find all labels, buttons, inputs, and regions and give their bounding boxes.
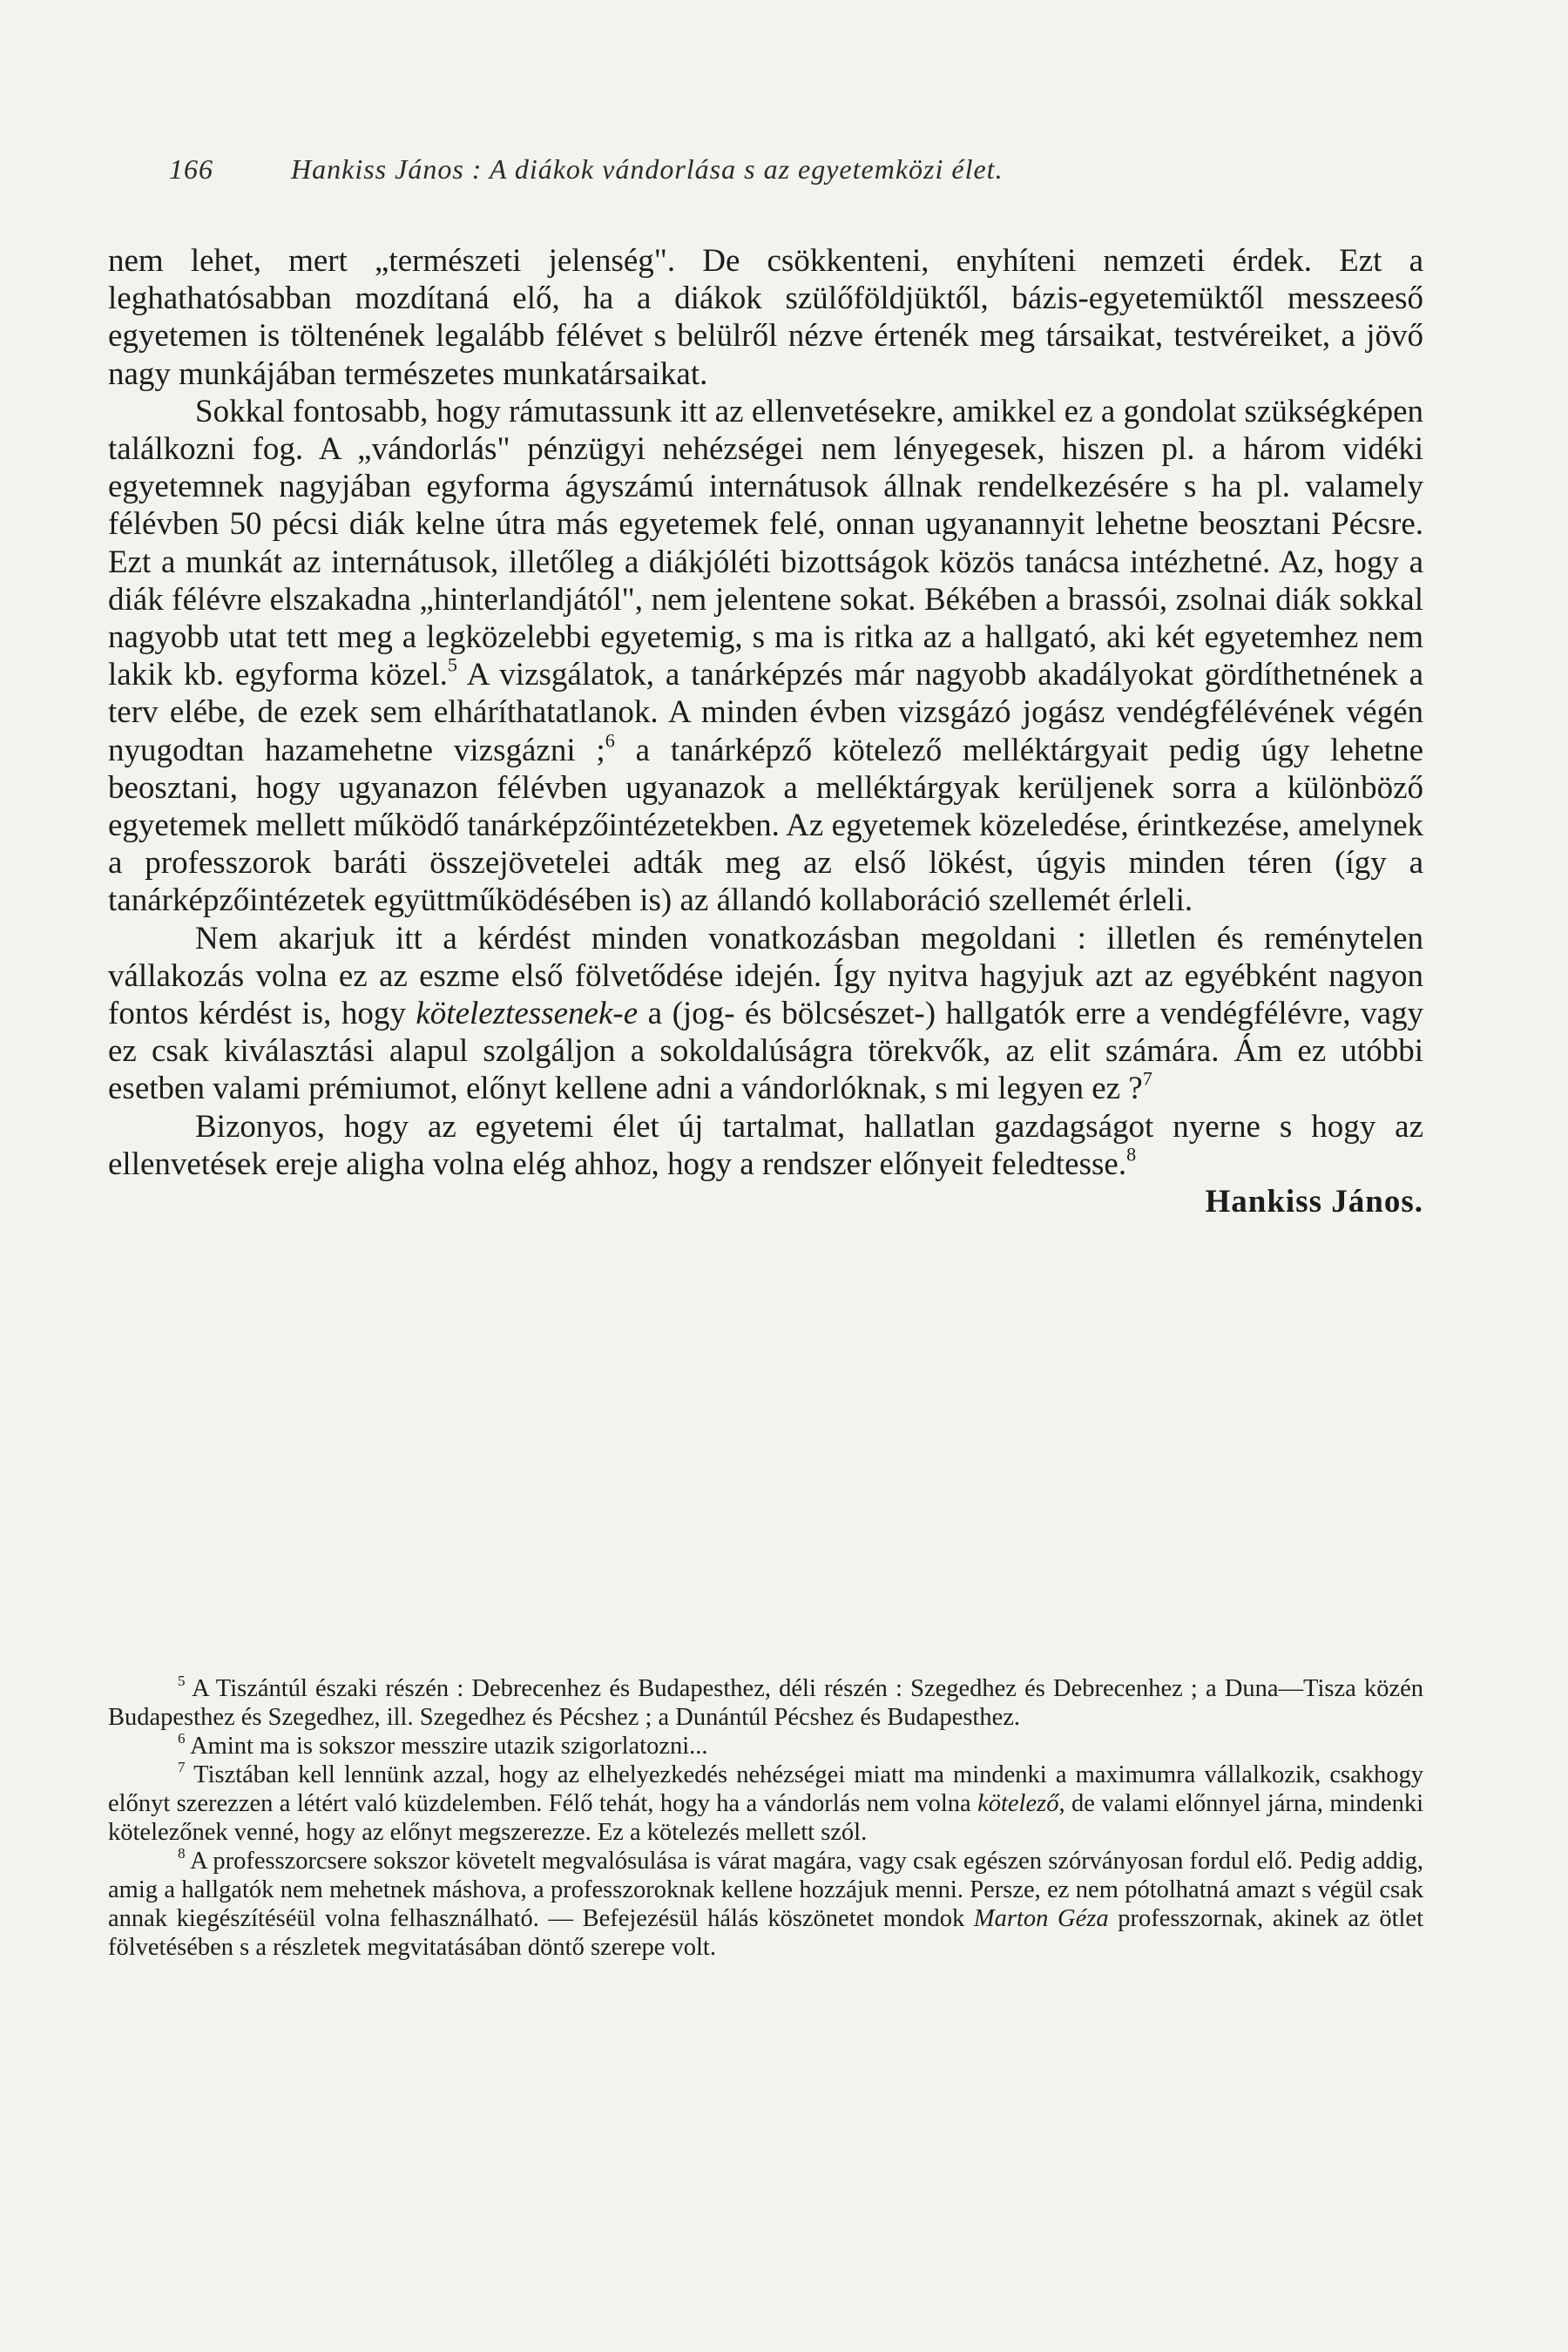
footnote-5-text: A Tiszántúl északi részén : Debrecenhez és Budapesthez, déli részén : Szegedhez és Debrecenhez ; a Duna—Tisza közén Budapesthez és Szegedhez, ill. Szegedhez és Pécshez ; a Dunántúl Pécshez és Budapesthez. <box>108 1675 1423 1731</box>
footnote-7-mark: 7 <box>178 1759 186 1776</box>
footnote-5-mark: 5 <box>178 1673 186 1690</box>
footnote-5 <box>108 1674 1423 1732</box>
footnote-6 <box>108 1732 1423 1761</box>
paragraph-4-text: Bizonyos, hogy az egyetemi élet új tartalmat, hallatlan gazdagságot nyerne s hogy az ellenvetések ereje aligha volna elég ahhoz, hogy a rendszer előnyeit feledtesse. <box>108 1108 1423 1182</box>
paragraph-2-text-a: Sokkal fontosabb, hogy rámutassunk itt az ellenvetésekre, amikkel ez a gondolat szükségképen találkozni fog. A „vándorlás" pénzügyi nehézségei nem lényegesek, hiszen pl. a három vidéki egyetemnek nagyjában egyforma ágyszámú internátusok állnak rendelkezésére s ha pl. valamely félévben 50 pécsi diák kelne útra más egyetemek felé, onnan ugyanannyit lehetne beosztani Pécsre. Ezt a munkát az internátusok, illetőleg a diákjóléti bizottságok közös tanácsa intézhetné. Az, hogy a diák félévre elszakadna „hinterlandjától", nem jelentene sokat. Békében a brassói, zsolnai diák sokkal nagyobb utat tett meg a legközelebbi egyetemig, s ma is ritka az a hallgató, aki két egyetemhez nem lakik kb. egyforma közel. <box>108 393 1423 693</box>
article-body <box>108 242 1423 1220</box>
footnote-8-text-a: A professzorcsere sokszor követelt megvalósulása is várat magára, vagy csak egészen szórványosan fordul elő. Pedig addig, amig a hallgatók nem mehetnek máshova, a professzoroknak kellene hozzájuk menni. Persze, ez nem pótolhatná amazt s végül csak annak kiegészítéséül volna felhasználható. — Befejezésül hálás köszönetet mondok <box>108 1848 1423 1932</box>
paragraph-2 <box>108 393 1423 920</box>
footnote-8-mark: 8 <box>178 1845 186 1862</box>
footnote-6-mark: 6 <box>178 1730 186 1747</box>
running-header <box>169 153 1402 186</box>
paragraph-2-text-c: a tanárképző kötelező melléktárgyait pedig úgy lehetne beosztani, hogy ugyanazon félévben ugyanazok a melléktárgyak kerüljenek sorra a különböző egyetemek mellett működő tanárképzőintézetekben. Az egyetemek közeledése, érintkezése, amelynek a professzorok baráti összejövetelei adták meg az első lökést, úgyis minden téren (így a tanárképzőintézetek együttműködésében is) az állandó kollaboráció szellemét érleli. <box>108 732 1423 919</box>
paragraph-3 <box>108 920 1423 1108</box>
footnote-ref-7: 7 <box>1142 1067 1152 1090</box>
paragraph-4 <box>108 1108 1423 1220</box>
paragraph-3-text-a: Nem akarjuk itt a kérdést minden vonatkozásban megoldani : illetlen és reménytelen vállakozás volna ez az eszme első fölvetődése idején. Így nyitva hagyjuk azt az egyébként nagyon fontos kérdést is, hogy <box>108 920 1423 1032</box>
footnote-6-text: Amint ma is sokszor messzire utazik szigorlatozni... <box>185 1733 708 1760</box>
paragraph-3-text-b: a (jog- és bölcsészet-) hallgatók erre a vendégfélévre, vagy ez csak kiválasztási alapul szolgáljon a sokoldalúságra törekvők, az elit számára. Ám ez utóbbi esetben valami prémiumot, előnyt kellene adni a vándorlóknak, s mi legyen ez ? <box>108 996 1423 1107</box>
footnote-7-text-b: , de valami előnnyel járna, mindenki kötelezőnek venné, hogy az előnyt megszerezze. Ez a kötelezés mellett szól. <box>108 1790 1423 1846</box>
footnote-7-italic: kötelező <box>977 1790 1059 1817</box>
footnote-8-italic: Marton Géza <box>973 1905 1109 1932</box>
footnote-8 <box>108 1847 1423 1962</box>
footnote-8-text-b: professzornak, akinek az ötlet fölvetésében s a részletek megvitatásában döntő szerepe volt. <box>108 1905 1423 1961</box>
paragraph-1-text: nem lehet, mert „természeti jelenség". De csökkenteni, enyhíteni nemzeti érdek. Ezt a leghathatósabban mozdítaná elő, ha a diákok szülőföldjüktől, bázis-egyetemüktől messzeeső egyetemen is töltenének legalább félévet s belülről nézve értenék meg társaikat, testvéreiket, a jövő nagy munkájában természetes munkatársaikat. <box>108 243 1423 392</box>
page-number: 166 <box>169 153 213 185</box>
footnote-ref-6: 6 <box>605 729 615 752</box>
footnote-7 <box>108 1761 1423 1847</box>
paragraph-3-italic: köteleztessenek-e <box>416 996 639 1032</box>
running-title: Hankiss János : A diákok vándorlása s az egyetemközi élet. <box>291 153 1004 185</box>
paragraph-1 <box>108 242 1423 393</box>
footnote-ref-5: 5 <box>447 653 457 676</box>
paragraph-2-text-b: A vizsgálatok, a tanárképzés már nagyobb akadályokat gördíthetnének a terv elébe, de ezek sem elháríthatatlanok. A minden évben vizsgázó jogász vendégfélévének végén nyugodtan hazamehetne vizsgázni ; <box>108 657 1423 768</box>
footnote-7-text-a: Tisztában kell lennünk azzal, hogy az elhelyezkedés nehézségei miatt ma mindenki a maximumra vállalkozik, csakhogy előnyt szerezzen a létért való küzdelemben. Félő tehát, hogy ha a vándorlás nem volna <box>108 1761 1423 1817</box>
author-signature: Hankiss János. <box>1205 1184 1423 1220</box>
footnotes <box>108 1674 1423 1962</box>
footnote-ref-8: 8 <box>1126 1143 1137 1166</box>
